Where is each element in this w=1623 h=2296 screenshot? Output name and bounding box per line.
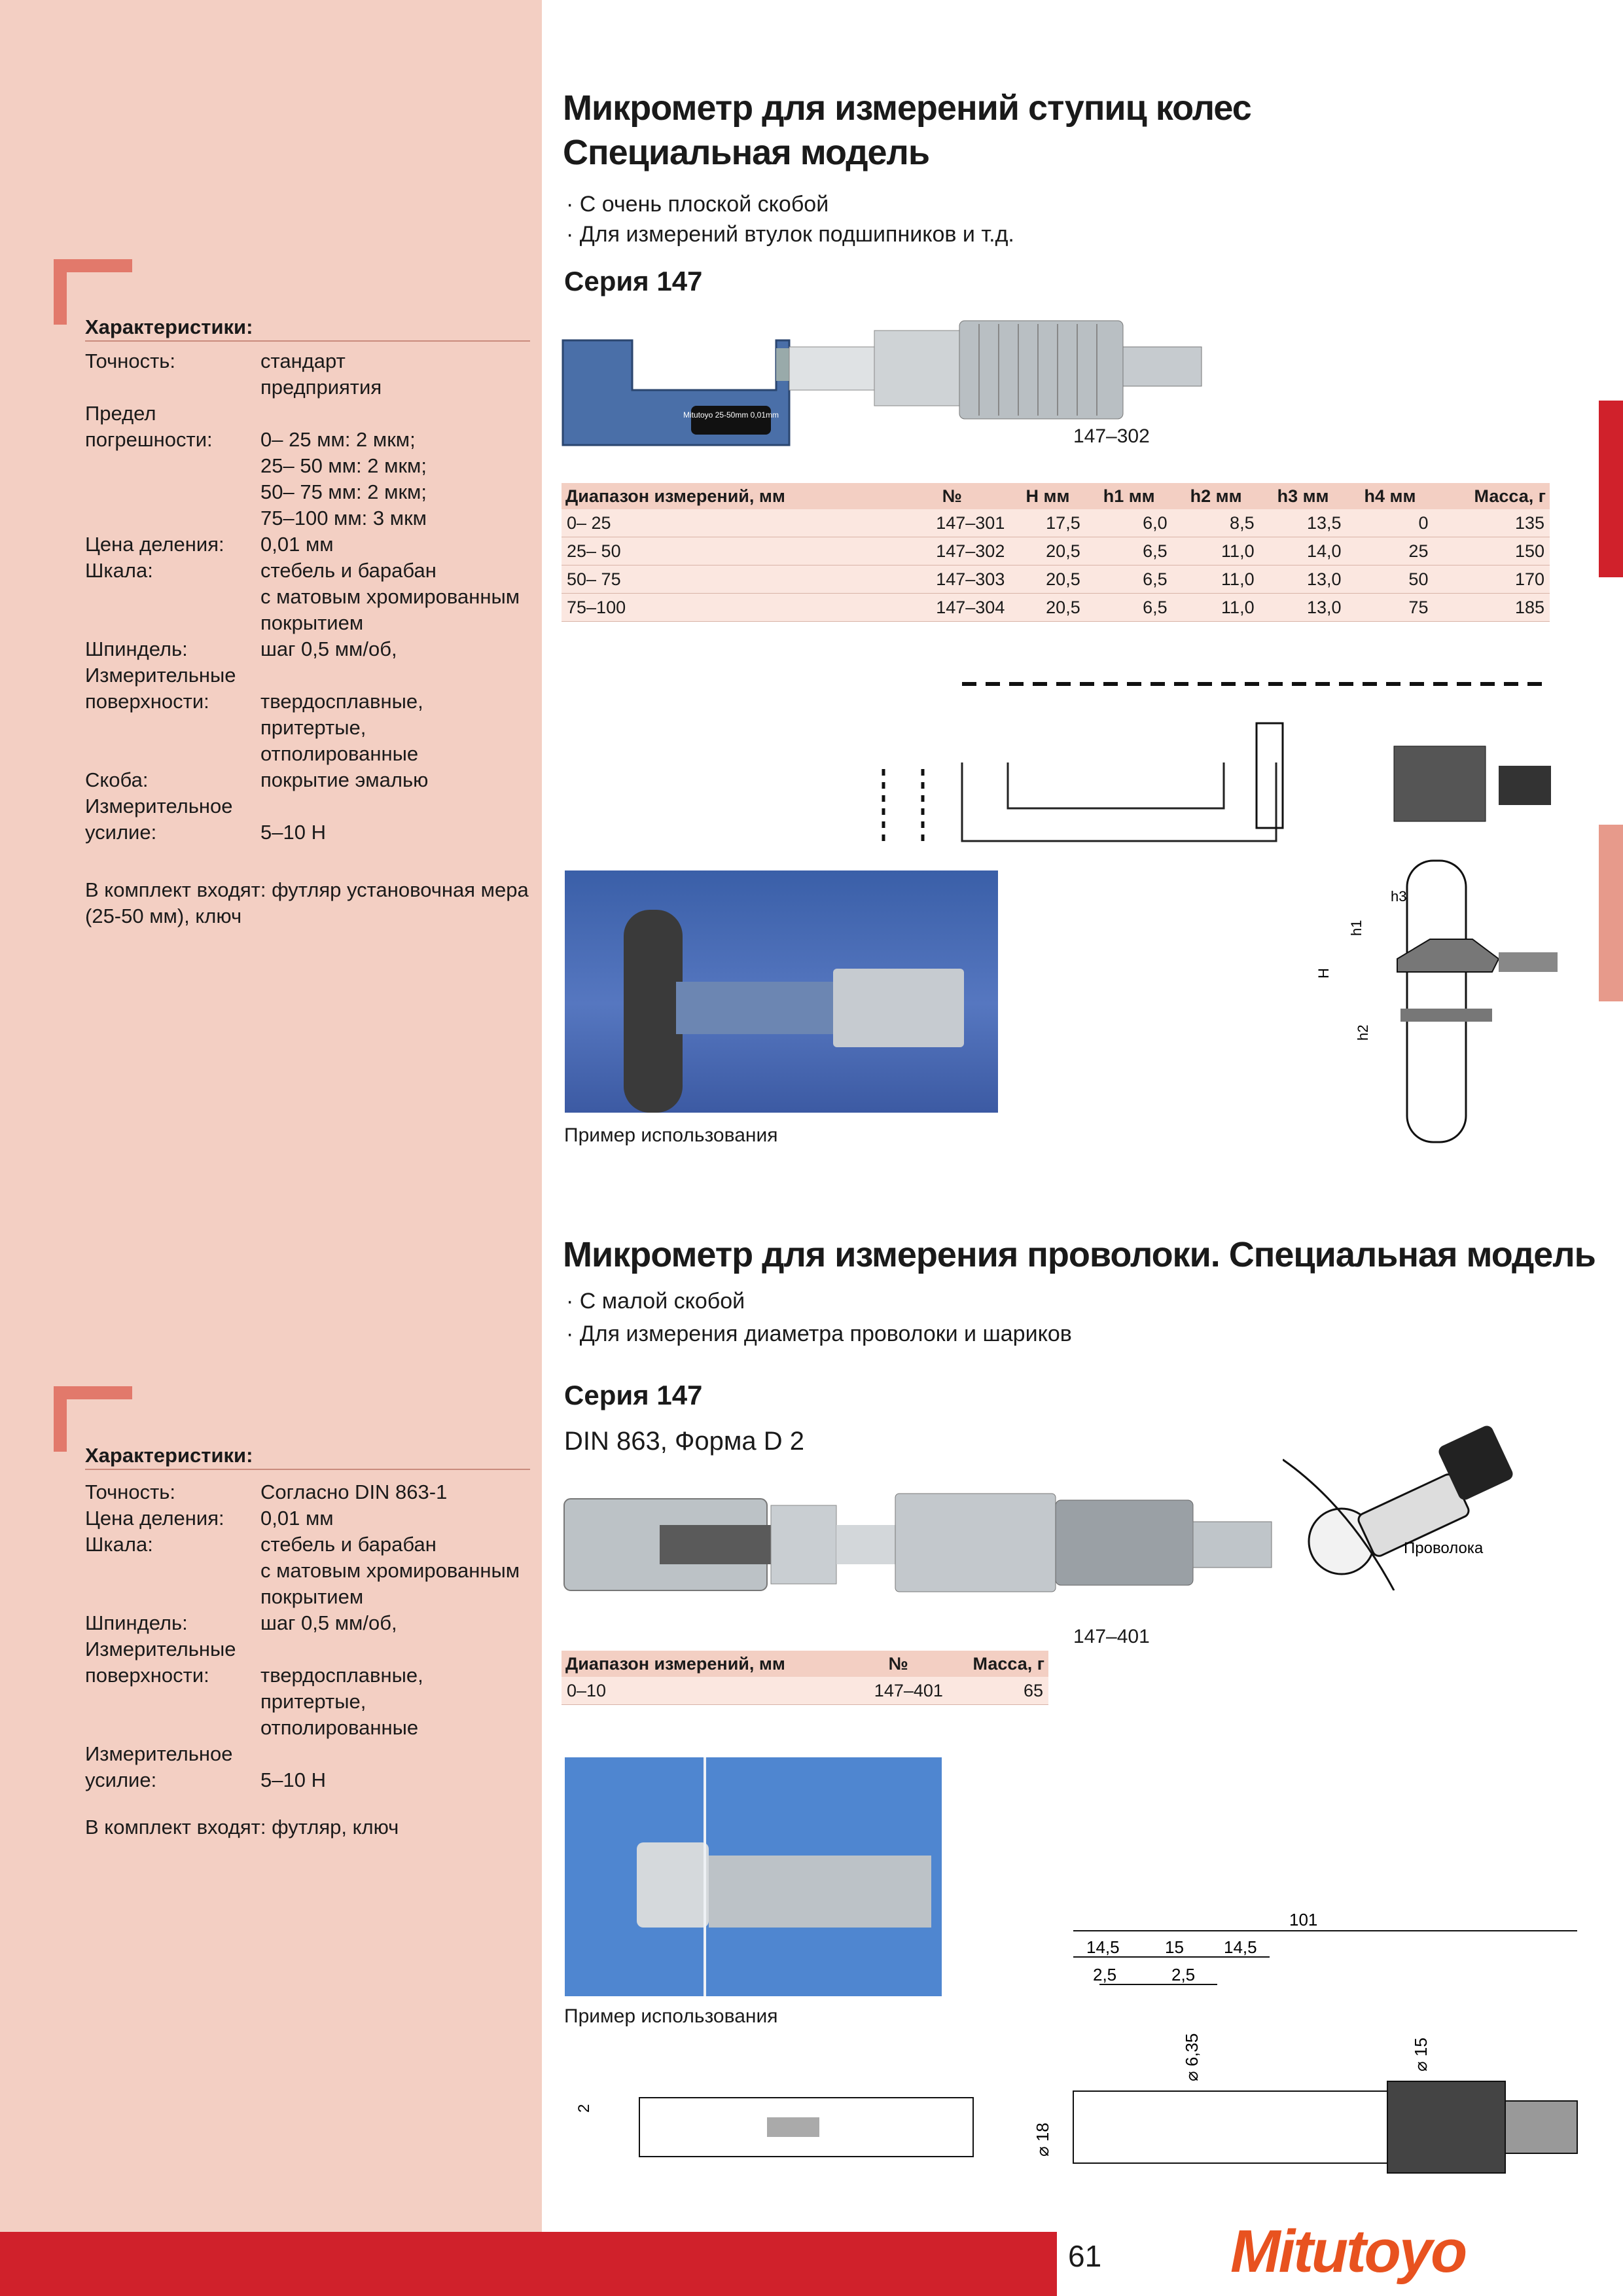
spec-value: притертые, (260, 1690, 366, 1713)
table-cell: 147–303 (894, 565, 1010, 594)
table-row (562, 509, 1550, 537)
side-drawing (571, 2081, 996, 2166)
dim-label: 2 (575, 2104, 593, 2113)
dim-label: 14,5 (1224, 1937, 1257, 1957)
table-cell: 17,5 (1010, 509, 1085, 537)
spec-label: Точность: (85, 1480, 176, 1503)
table-cell: 13,0 (1260, 594, 1347, 622)
table-cell: 14,0 (1260, 537, 1347, 565)
dim-label: H (1315, 968, 1332, 978)
table-cell: 65 (948, 1677, 1048, 1705)
usage-photo (565, 870, 998, 1113)
table-cell: 6,5 (1086, 565, 1173, 594)
table-cell: 147–304 (894, 594, 1010, 622)
table-cell: 13,5 (1260, 509, 1347, 537)
table-cell: 147–302 (894, 537, 1010, 565)
bullet-item: · Для измерений втулок подшипников и т.д. (566, 222, 1014, 247)
col-header: Диапазон измерений, мм (562, 483, 894, 509)
photo-caption: Пример использования (564, 2005, 778, 2027)
table-cell: 20,5 (1010, 594, 1085, 622)
wire-label: Проволока (1404, 1539, 1484, 1557)
spec-label: Предел (85, 402, 156, 425)
page-number: 61 (1068, 2239, 1102, 2273)
spec-value: отполированные (260, 1716, 419, 1739)
specs-heading-2: Характеристики: (85, 1444, 253, 1467)
dim-label: h2 (1355, 1024, 1371, 1041)
side-tab-active (1599, 401, 1623, 577)
spec-label: Шкала: (85, 559, 153, 582)
table-cell: 11,0 (1173, 594, 1260, 622)
spec-value: стебель и барабан (260, 1533, 437, 1556)
spec-value: Согласно DIN 863-1 (260, 1480, 448, 1503)
spec-value: 0,01 мм (260, 533, 334, 556)
micrometer-anvil (637, 1842, 709, 1928)
brand-logo: Mitutoyo (1230, 2218, 1466, 2285)
series-label: Серия 147 (564, 1380, 703, 1410)
footer-red-bar (0, 2232, 1057, 2296)
table-cell: 0 (1347, 509, 1434, 537)
specs-list-2 (85, 1479, 537, 1846)
spec-label: погрешности: (85, 428, 213, 451)
divider (85, 1469, 530, 1470)
table-cell: 170 (1433, 565, 1550, 594)
spec-value: притертые, (260, 716, 366, 739)
specs-heading-1: Характеристики: (85, 315, 253, 338)
spec-value: стебель и барабан (260, 559, 437, 582)
spec-value: шаг 0,5 мм/об, (260, 1611, 397, 1634)
spec-value: твердосплавные, (260, 690, 423, 713)
micrometer-thimble (833, 969, 964, 1047)
frame-brand-text: Mitutoyo 25-50mm 0,01mm (683, 410, 779, 420)
spec-label: Измерительные (85, 664, 236, 687)
table-cell: 20,5 (1010, 565, 1085, 594)
spec-value: покрытие эмалью (260, 768, 429, 791)
table-cell: 6,5 (1086, 537, 1173, 565)
spec-value: отполированные (260, 742, 419, 765)
spec-value: 0– 25 мм: 2 мкм; (260, 428, 416, 451)
table-cell: 13,0 (1260, 565, 1347, 594)
spec-value: стандарт (260, 350, 346, 372)
dim-label: 2,5 (1171, 1965, 1196, 1984)
table-cell: 185 (1433, 594, 1550, 622)
spec-value: с матовым хромированным (260, 1559, 520, 1582)
table-cell: 0–10 (562, 1677, 848, 1705)
spec-label: Шкала: (85, 1533, 153, 1556)
bullet-item: · С малой скобой (566, 1289, 745, 1314)
table-row (562, 594, 1550, 622)
kit-line: В комплект входят: футляр установочная мера (85, 878, 529, 901)
dim-label: 2,5 (1093, 1965, 1117, 1984)
table-cell: 11,0 (1173, 565, 1260, 594)
table-cell: 0– 25 (562, 509, 894, 537)
table-cell: 150 (1433, 537, 1550, 565)
section-title: Микрометр для измерения проволоки. Специальная модель (563, 1235, 1596, 1274)
table-cell: 6,0 (1086, 509, 1173, 537)
specs-list-1 (85, 348, 537, 937)
spec-label: Точность: (85, 350, 176, 372)
table-cell: 25– 50 (562, 537, 894, 565)
col-header: h1 мм (1086, 483, 1173, 509)
spec-label: Цена деления: (85, 533, 224, 556)
table-cell: 11,0 (1173, 537, 1260, 565)
dim-label: h3 (1391, 888, 1407, 905)
dim-label: 14,5 (1086, 1937, 1120, 1957)
wire (704, 1757, 706, 1996)
kit-line: В комплект входят: футляр, ключ (85, 1816, 399, 1839)
micrometer-sleeve (709, 1856, 931, 1928)
spec-value: 5–10 Н (260, 821, 326, 844)
table-row (562, 1677, 1048, 1705)
col-header: Диапазон измерений, мм (562, 1651, 848, 1677)
standard-label: DIN 863, Форма D 2 (564, 1427, 804, 1456)
table-cell: 50 (1347, 565, 1434, 594)
image-label: 147–302 (1073, 425, 1150, 447)
usage-photo (565, 1757, 942, 1996)
section-title: Микрометр для измерений ступиц колес (563, 88, 1251, 128)
col-header: Масса, г (948, 1651, 1048, 1677)
table-cell: 8,5 (1173, 509, 1260, 537)
dim-label: h1 (1348, 920, 1364, 936)
spec-table-1 (562, 483, 1550, 622)
dim-label: ⌀ 15 (1411, 2037, 1431, 2072)
dim-label: ⌀ 6,35 (1182, 2033, 1202, 2081)
micrometer-frame (676, 982, 833, 1034)
bullet-item: · С очень плоской скобой (566, 192, 829, 217)
spec-value: 0,01 мм (260, 1507, 334, 1530)
spec-value: покрытием (260, 1585, 364, 1608)
wire-sketch (1283, 1407, 1558, 1590)
dim-label: 101 (1289, 1910, 1318, 1929)
gear-wheel (624, 910, 683, 1113)
table-cell: 135 (1433, 509, 1550, 537)
corner-bracket-icon (54, 259, 92, 325)
table-cell: 75 (1347, 594, 1434, 622)
table-cell: 147–401 (848, 1677, 948, 1705)
spec-label: поверхности: (85, 1664, 209, 1687)
table-cell: 25 (1347, 537, 1434, 565)
dimension-drawing (1008, 1905, 1590, 2179)
col-header: № (894, 483, 1010, 509)
spec-label: Цена деления: (85, 1507, 224, 1530)
dim-label: ⌀ 18 (1033, 2123, 1052, 2157)
table-cell: 50– 75 (562, 565, 894, 594)
spec-value: шаг 0,5 мм/об, (260, 637, 397, 660)
hub-micrometer-image (560, 314, 1300, 452)
divider (85, 340, 530, 342)
spec-label: Шпиндель: (85, 637, 188, 660)
spec-label: Измерительные (85, 1638, 236, 1660)
hub-measure-diagram (1302, 854, 1584, 1152)
spec-value: 5–10 Н (260, 1768, 326, 1791)
image-label: 147–401 (1073, 1626, 1150, 1647)
spec-value: твердосплавные, (260, 1664, 423, 1687)
technical-drawing (857, 658, 1577, 861)
spec-label: усилие: (85, 821, 157, 844)
spec-label: Скоба: (85, 768, 149, 791)
spec-label: Измерительное (85, 1742, 233, 1765)
table-row (562, 565, 1550, 594)
spec-value: 25– 50 мм: 2 мкм; (260, 454, 427, 477)
wire-micrometer-image (562, 1486, 1301, 1597)
spec-value: предприятия (260, 376, 382, 399)
spec-value: с матовым хромированным (260, 585, 520, 608)
table-row (562, 537, 1550, 565)
dim-label: 15 (1165, 1937, 1184, 1957)
col-header: H мм (1010, 483, 1085, 509)
spec-label: поверхности: (85, 690, 209, 713)
section-subtitle: Специальная модель (563, 133, 930, 172)
spec-value: 50– 75 мм: 2 мкм; (260, 480, 427, 503)
spec-value: 75–100 мм: 3 мкм (260, 507, 427, 529)
table-cell: 6,5 (1086, 594, 1173, 622)
spec-value: покрытием (260, 611, 364, 634)
series-label: Серия 147 (564, 266, 703, 296)
photo-caption: Пример использования (564, 1124, 778, 1146)
col-header: h2 мм (1173, 483, 1260, 509)
col-header: № (848, 1651, 948, 1677)
spec-table-2 (562, 1651, 1048, 1705)
spec-label: Измерительное (85, 795, 233, 817)
corner-bracket-icon (54, 1386, 92, 1452)
col-header: h4 мм (1347, 483, 1434, 509)
table-cell: 20,5 (1010, 537, 1085, 565)
spec-label: Шпиндель: (85, 1611, 188, 1634)
table-cell: 75–100 (562, 594, 894, 622)
spec-label: усилие: (85, 1768, 157, 1791)
table-cell: 147–301 (894, 509, 1010, 537)
col-header: Масса, г (1433, 483, 1550, 509)
kit-line: (25-50 мм), ключ (85, 905, 242, 927)
col-header: h3 мм (1260, 483, 1347, 509)
bullet-item: · Для измерения диаметра проволоки и шариков (566, 1321, 1072, 1346)
side-tab (1599, 825, 1623, 1001)
left-sidebar-panel (0, 0, 542, 2232)
